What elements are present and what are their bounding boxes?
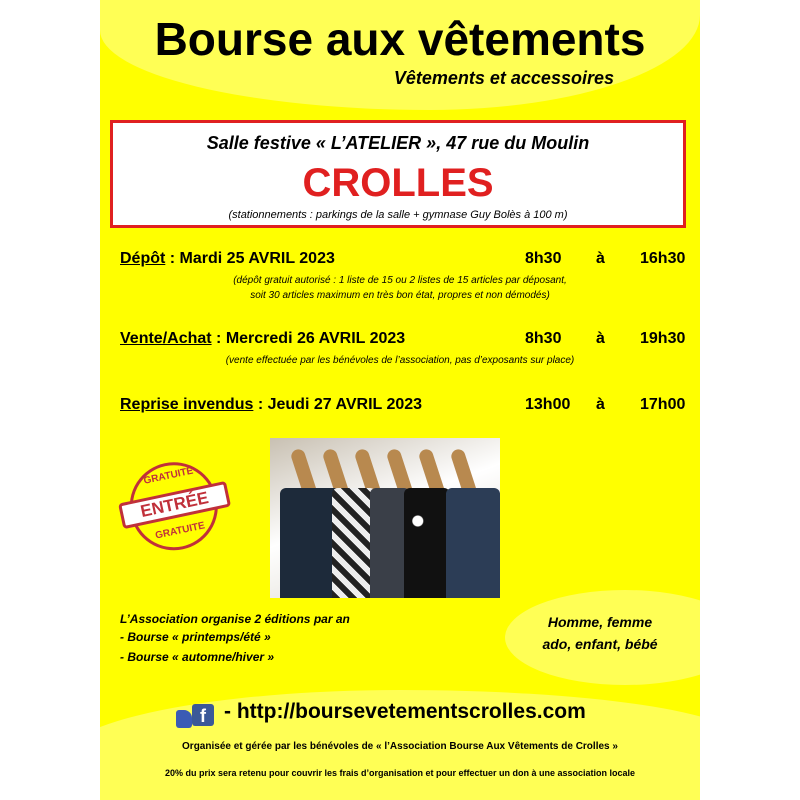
- schedule-note: (dépôt gratuit autorisé : 1 liste de 15 ou 2 listes de 15 articles par déposant,: [233, 275, 567, 286]
- association-edition: - Bourse « printemps/été »: [120, 630, 271, 644]
- thumbs-up-icon: [176, 710, 192, 728]
- schedule-row-deposit: [120, 250, 335, 268]
- venue-parking-note: (stationnements : parkings de la salle + gymnase Guy Bolès à 100 m): [228, 209, 568, 221]
- venue-address: Salle festive « L’ATELIER », 47 rue du Moulin: [206, 133, 590, 153]
- schedule-sep: à: [596, 250, 605, 267]
- schedule-note: soit 30 articles maximum en très bon état, propres et non démodés): [250, 290, 550, 301]
- clothes-photo: [270, 438, 500, 598]
- garment: [280, 488, 340, 598]
- schedule-sep: à: [596, 396, 605, 413]
- facebook-like-icon[interactable]: [176, 704, 214, 728]
- schedule-start: 8h30: [525, 330, 562, 347]
- free-entry-stamp: [112, 452, 238, 563]
- flyer: [100, 0, 700, 800]
- schedule-row-return: [120, 396, 422, 414]
- donation-note: 20% du prix sera retenu pour couvrir les frais d’organisation et pour effectuer un don à une association locale: [164, 768, 636, 778]
- url-prefix: -: [224, 700, 231, 723]
- url-text: http://boursevetementscrolles.com: [236, 700, 586, 723]
- schedule-row-sale: [120, 330, 405, 348]
- schedule-note: (vente effectuée par les bénévoles de l’association, pas d’exposants sur place): [225, 355, 575, 366]
- association-edition: - Bourse « automne/hiver »: [120, 650, 275, 664]
- venue-box: [110, 120, 686, 228]
- schedule-sep: à: [596, 330, 605, 347]
- website-link[interactable]: [224, 700, 586, 724]
- audience-line: Homme, femme: [547, 614, 653, 630]
- association-intro: L’Association organise 2 éditions par an: [120, 612, 350, 626]
- schedule-date: : Jeudi 27 AVRIL 2023: [253, 396, 423, 413]
- schedule-start: 8h30: [525, 250, 562, 267]
- schedule-end: 19h30: [640, 330, 686, 347]
- garment: [404, 488, 450, 598]
- schedule-label: Dépôt: [120, 250, 166, 267]
- stamp-bottom-text: GRATUITE: [154, 520, 206, 542]
- schedule-end: 16h30: [640, 250, 686, 267]
- schedule-label: Vente/Achat: [120, 330, 212, 347]
- schedule-end: 17h00: [640, 396, 686, 413]
- schedule-date: : Mardi 25 AVRIL 2023: [165, 250, 335, 267]
- schedule-date: : Mercredi 26 AVRIL 2023: [211, 330, 406, 347]
- stamp-top-text: GRATUITE: [142, 465, 195, 487]
- page-subtitle: Vêtements et accessoires: [393, 68, 614, 88]
- organizer-note: Organisée et gérée par les bénévoles de « l’Association Bourse Aux Vêtements de Crolles »: [182, 741, 618, 752]
- schedule-label: Reprise invendus: [120, 396, 254, 413]
- garment: [446, 488, 500, 598]
- schedule-start: 13h00: [525, 396, 571, 413]
- facebook-f-icon: f: [192, 704, 214, 726]
- page-title: Bourse aux vêtements: [154, 13, 646, 65]
- stamp-band: ENTRÉE: [118, 481, 231, 529]
- audience-line: ado, enfant, bébé: [542, 636, 658, 652]
- venue-town: CROLLES: [302, 161, 494, 205]
